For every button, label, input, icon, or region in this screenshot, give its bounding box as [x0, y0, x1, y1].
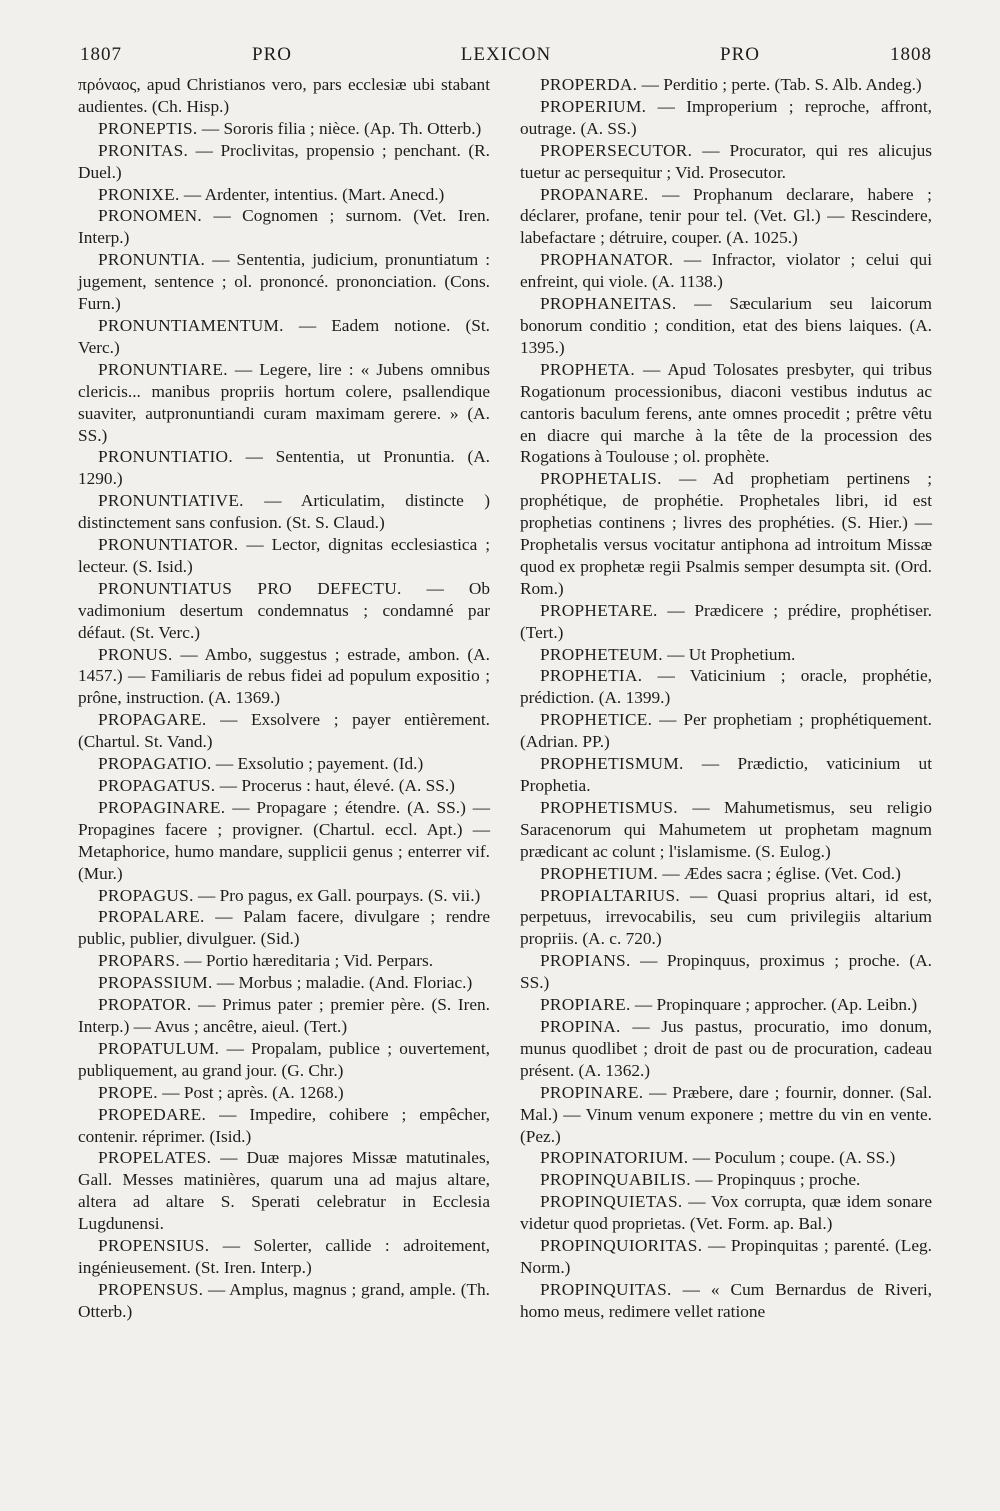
dictionary-entry	[78, 994, 490, 1038]
entry-definition: — Sororis filia ; nièce. (Ap. Th. Otterb.)	[197, 118, 482, 138]
entry-headword: PROPALARE.	[98, 907, 205, 927]
dictionary-entry	[78, 906, 490, 950]
dictionary-entry	[520, 1235, 932, 1279]
dictionary-entry	[78, 885, 490, 907]
entry-definition: — Sententia, ut Pronuntia. (A. 1290.)	[78, 447, 490, 489]
entry-headword: PRONUNTIATIO.	[98, 447, 233, 467]
running-header	[80, 40, 932, 74]
dictionary-entry	[78, 753, 490, 775]
entry-headword: PROPHETALIS.	[540, 469, 662, 489]
dictionary-entry	[78, 205, 490, 249]
dictionary-entry	[520, 249, 932, 293]
dictionary-entry	[78, 1279, 490, 1323]
entry-definition: — Vox corrupta, quæ idem sonare videtur quod proprietas. (Vet. Form. ap. Bal.)	[520, 1192, 932, 1234]
entry-definition: — Ambo, suggestus ; estrade, ambon. (A. 1457.) — Familiaris de rebus fidei ad populum expositio ; prône, instruction. (A. 1369.)	[78, 644, 490, 708]
dictionary-entry	[78, 1235, 490, 1279]
entry-headword: PROPELATES.	[98, 1148, 212, 1168]
dictionary-entry	[520, 753, 932, 797]
entry-headword: PROPHANATOR.	[540, 250, 674, 270]
entry-headword: PROPINQUIORITAS.	[540, 1236, 703, 1256]
entry-headword: PROPAGUS.	[98, 885, 194, 905]
dictionary-entry	[78, 950, 490, 972]
entry-headword: PROPERSECUTOR.	[540, 140, 693, 160]
entry-headword: PROPHANEITAS.	[540, 294, 677, 314]
left-column	[78, 74, 490, 1323]
entry-headword: PROPARS.	[98, 951, 180, 971]
dictionary-entry	[78, 1082, 490, 1104]
entry-headword: PROPHETA.	[540, 359, 635, 379]
dictionary-entry	[520, 994, 932, 1016]
dictionary-entry	[78, 118, 490, 140]
entry-headword: PRONUNTIATOR.	[98, 535, 239, 555]
entry-headword: PROPERIUM.	[540, 96, 647, 116]
entry-definition: — Morbus ; maladie. (And. Floriac.)	[212, 973, 473, 993]
dictionary-entry	[520, 665, 932, 709]
dictionary-entry	[78, 249, 490, 315]
entry-definition: — Exsolvere ; payer entièrement. (Chartul. St. Vand.)	[78, 710, 490, 752]
right-column	[520, 74, 932, 1323]
dictionary-entry	[520, 1016, 932, 1082]
entry-definition: — Solerter, callide : adroitement, ingénieusement. (St. Iren. Interp.)	[78, 1236, 490, 1277]
entry-headword: PRONIXE.	[98, 184, 180, 204]
entry-headword: PROPHETIUM.	[540, 863, 659, 883]
entry-headword: PROPHETISMUM.	[540, 754, 684, 774]
entry-definition: — Lector, dignitas ecclesiastica ; lecteur. (S. Isid.)	[78, 535, 490, 576]
dictionary-entry	[520, 1169, 932, 1191]
entry-definition: — Propinquitas ; parenté. (Leg. Norm.)	[520, 1236, 932, 1277]
dictionary-entry	[520, 359, 932, 469]
entry-definition: — Sententia, judicium, pronuntiatum : jugement, sentence ; ol. prononcé. prononciation. (Cons. Furn.)	[78, 250, 490, 314]
entry-headword: PROPAGATUS.	[98, 776, 216, 795]
entry-headword: PROPASSIUM.	[98, 973, 213, 993]
entry-definition: — Ædes sacra ; église. (Vet. Cod.)	[658, 863, 901, 883]
dictionary-entry	[78, 490, 490, 534]
entry-headword: PROPERDA.	[540, 75, 638, 94]
entry-definition: — Ardenter, intentius. (Mart. Anecd.)	[179, 184, 445, 204]
dictionary-entry	[520, 885, 932, 951]
entry-headword: PROPHETARE.	[540, 600, 658, 620]
entry-definition: — Quasi proprius altari, id est, perpetuus, irrevocabilis, seu cum privilegiis altarium propriis. (A. c. 720.)	[520, 885, 932, 949]
entry-definition: — Ut Prophetium.	[662, 644, 796, 664]
entry-headword: PROPANARE.	[540, 184, 649, 204]
dictionary-entry	[78, 184, 490, 206]
entry-definition: — Cognomen ; surnom. (Vet. Iren. Interp.)	[78, 206, 490, 248]
dictionary-entry	[78, 446, 490, 490]
entry-headword: PRONITAS.	[98, 140, 189, 160]
entry-headword: PROPATOR.	[98, 995, 192, 1015]
dictionary-entry	[520, 1082, 932, 1148]
entry-definition: — Eadem notione. (St. Verc.)	[78, 315, 490, 357]
entry-definition: — Improperium ; reproche, affront, outrage. (A. SS.)	[520, 96, 932, 138]
entry-definition: — Prophanum declarare, habere ; déclarer, profane, tenir pour tel. (Vet. Gl.) — Rescindere, labefactare ; détruire, couper. (A. 1025.)	[520, 184, 932, 248]
entry-definition: — Amplus, magnus ; grand, ample. (Th. Otterb.)	[78, 1279, 490, 1321]
dictionary-entry	[78, 578, 490, 644]
entry-definition: — Legere, lire : « Jubens omnibus clericis... manibus propriis hortum colere, psallendique suaviter, autpronuntiandi curam maximam gerere. » (A. SS.)	[78, 359, 490, 445]
entry-definition: — Procerus : haut, élevé. (A. SS.)	[215, 776, 455, 795]
entry-headword: PRONUNTIATIVE.	[98, 491, 244, 511]
entry-headword: PROPINQUITAS.	[540, 1279, 672, 1299]
entry-headword: PROPIARE.	[540, 995, 631, 1015]
entry-definition: — Ad prophetiam pertinens ; prophétique, de prophétie. Prophetales libri, id est prophetias continens ; livres des prophéties. (S. Hier.) — Prophetalis versus vocitatur antiphona ad introitum Missæ quod ex prophetæ regii Psalmis semper desumpta sit. (Ord. Rom.)	[520, 469, 932, 598]
dictionary-entry	[78, 1038, 490, 1082]
dictionary-entry	[520, 1147, 932, 1169]
dictionary-entry	[520, 863, 932, 885]
entry-definition: — Portio hæreditaria ; Vid. Perpars.	[179, 951, 434, 971]
entry-headword: PRONUNTIAMENTUM.	[98, 315, 284, 335]
guide-word-right: PRO	[720, 44, 760, 65]
entry-definition: — Prædicere ; prédire, prophétiser. (Tert.)	[520, 600, 932, 642]
entry-definition: — Procurator, qui res alicujus tuetur ac persequitur ; Vid. Prosecutor.	[520, 140, 932, 182]
running-title: LEXICON	[460, 44, 552, 65]
entry-headword: PRONEPTIS.	[98, 118, 198, 138]
entry-headword: PROPINA.	[540, 1016, 621, 1036]
dictionary-entry	[78, 315, 490, 359]
dictionary-entry	[78, 972, 490, 994]
entry-headword: PROPIANS.	[540, 951, 631, 971]
entry-definition: — Impedire, cohibere ; empêcher, contenir. réprimer. (Isid.)	[78, 1104, 490, 1146]
dictionary-entry	[520, 184, 932, 250]
page-number-right: 1808	[890, 44, 932, 65]
entry-headword: PROPINARE.	[540, 1082, 644, 1102]
dictionary-entry	[78, 775, 490, 797]
dictionary-entry	[520, 1279, 932, 1323]
entry-definition: — Primus pater ; premier père. (S. Iren. Interp.) — Avus ; ancêtre, aieul. (Tert.)	[78, 995, 490, 1036]
entry-definition: — Post ; après. (A. 1268.)	[157, 1082, 344, 1102]
dictionary-entry	[78, 359, 490, 447]
dictionary-entry	[520, 468, 932, 599]
entry-headword: PROPENSUS.	[98, 1279, 204, 1299]
dictionary-entry	[78, 74, 490, 118]
entry-headword: PROPIALTARIUS.	[540, 885, 680, 905]
entry-definition: — Propinquare ; approcher. (Ap. Leibn.)	[630, 995, 918, 1015]
entry-definition: — Sæcularium seu laicorum bonorum conditio ; condition, etat des biens laiques. (A. 1395.)	[520, 294, 932, 357]
dictionary-entry	[520, 950, 932, 994]
entry-definition: πρόναος, apud Christianos vero, pars ecclesiæ ubi stabant audientes. (Ch. Hisp.)	[78, 75, 490, 116]
entry-definition: — Infractor, violator ; celui qui enfreint, qui viole. (A. 1138.)	[520, 250, 932, 292]
entry-definition: — Apud Tolosates presbyter, qui tribus Rogationum processionibus, diaconi vestibus indutus ac cantoris baculum ferens, ante omnes procedit ; prêtre vêtu en diacre qui marche à la tête de la procession des Rogations à Toulouse ; ol. prophète.	[520, 359, 932, 467]
entry-definition: — Jus pastus, procuratio, imo donum, munus quodlibet ; droit de past ou de procuration, cadeau présent. (A. 1362.)	[520, 1016, 932, 1080]
entry-headword: PROPEDARE.	[98, 1104, 207, 1124]
entry-definition: — Præbere, dare ; fournir, donner. (Sal. Mal.) — Vinum venum exponere ; mettre du vin en vente. (Pez.)	[520, 1082, 932, 1146]
entry-headword: PROPAGATIO.	[98, 754, 212, 774]
entry-definition: — Per prophetiam ; prophétiquement. (Adrian. PP.)	[520, 710, 932, 752]
dictionary-entry	[520, 74, 932, 96]
dictionary-entry	[78, 1104, 490, 1148]
dictionary-entry	[78, 1147, 490, 1235]
entry-definition: — Exsolutio ; payement. (Id.)	[211, 754, 424, 774]
entry-definition: — « Cum Bernardus de Riveri, homo meus, redimere vellet ratione	[520, 1279, 932, 1321]
guide-word-left: PRO	[252, 44, 292, 65]
entry-definition: — Mahumetismus, seu religio Saracenorum qui Mahumetem ut prophetam magnum prædicant ac colunt ; l'islamisme. (S. Eulog.)	[520, 797, 932, 861]
entry-definition: — Propinquus, proximus ; proche. (A. SS.)	[520, 951, 932, 993]
entry-headword: PROPHETEUM.	[540, 644, 663, 664]
dictionary-entry	[78, 644, 490, 710]
page-number-left: 1807	[80, 44, 122, 65]
dictionary-entry	[78, 797, 490, 885]
entry-headword: PRONUNTIA.	[98, 250, 206, 270]
entry-definition: — Proclivitas, propensio ; penchant. (R. Duel.)	[78, 140, 490, 182]
entry-headword: PROPAGINARE.	[98, 797, 226, 817]
entry-headword: PRONUS.	[98, 644, 173, 664]
entry-headword: PRONUNTIATUS PRO DEFECTU.	[98, 578, 402, 598]
entry-headword: PRONUNTIARE.	[98, 359, 228, 379]
entry-definition: — Palam facere, divulgare ; rendre public, publier, divulguer. (Sid.)	[78, 907, 490, 949]
dictionary-entry	[78, 709, 490, 753]
entry-headword: PROPHETIA.	[540, 666, 643, 686]
entry-headword: PROPHETICE.	[540, 710, 653, 730]
entry-definition: — Pro pagus, ex Gall. pourpays. (S. vii.)	[193, 885, 481, 905]
entry-headword: PROPINQUABILIS.	[540, 1170, 691, 1190]
entry-definition: — Ob vadimonium desertum condemnatus ; condamné par défaut. (St. Verc.)	[78, 578, 490, 642]
entry-definition: — Propalam, publice ; ouvertement, publiquement, au grand jour. (G. Chr.)	[78, 1038, 490, 1080]
entry-headword: PROPINQUIETAS.	[540, 1192, 683, 1212]
entry-headword: PROPAGARE.	[98, 710, 207, 730]
entry-definition: — Perditio ; perte. (Tab. S. Alb. Andeg.)	[637, 75, 922, 94]
dictionary-entry	[520, 140, 932, 184]
entry-headword: PROPHETISMUS.	[540, 797, 678, 817]
dictionary-entry	[520, 797, 932, 863]
entry-definition: — Poculum ; coupe. (A. SS.)	[688, 1148, 896, 1168]
dictionary-entry	[520, 1191, 932, 1235]
dictionary-entry	[520, 293, 932, 359]
entry-definition: — Prædictio, vaticinium ut Prophetia.	[520, 754, 932, 795]
dictionary-entry	[520, 96, 932, 140]
dictionary-entry	[520, 709, 932, 753]
entry-definition: — Articulatim, distincte ) distinctement sans confusion. (St. S. Claud.)	[78, 491, 490, 533]
dictionary-entry	[78, 534, 490, 578]
entry-definition: — Propinquus ; proche.	[690, 1170, 861, 1190]
entry-definition: — Propagare ; étendre. (A. SS.) — Propagines facere ; provigner. (Chartul. eccl. Apt.) — Metaphorice, humo mandare, supplicii genus ; enterrer vif. (Mur.)	[78, 797, 490, 883]
entry-headword: PROPENSIUS.	[98, 1236, 210, 1256]
dictionary-entry	[78, 140, 490, 184]
entry-headword: PROPE.	[98, 1082, 158, 1102]
dictionary-entry	[520, 644, 932, 666]
entry-headword: PROPINATORIUM.	[540, 1148, 689, 1168]
entry-definition: — Vaticinium ; oracle, prophétie, prédiction. (A. 1399.)	[520, 666, 932, 708]
entry-headword: PROPATULUM.	[98, 1038, 220, 1058]
entry-definition: — Duæ majores Missæ matutinales, Gall. Messes matinières, quarum una ad majus altare, altera ad altare S. Sperati celebratur in Ecclesia Lugdunensi.	[78, 1148, 490, 1234]
entry-headword: PRONOMEN.	[98, 206, 202, 226]
dictionary-entry	[520, 600, 932, 644]
